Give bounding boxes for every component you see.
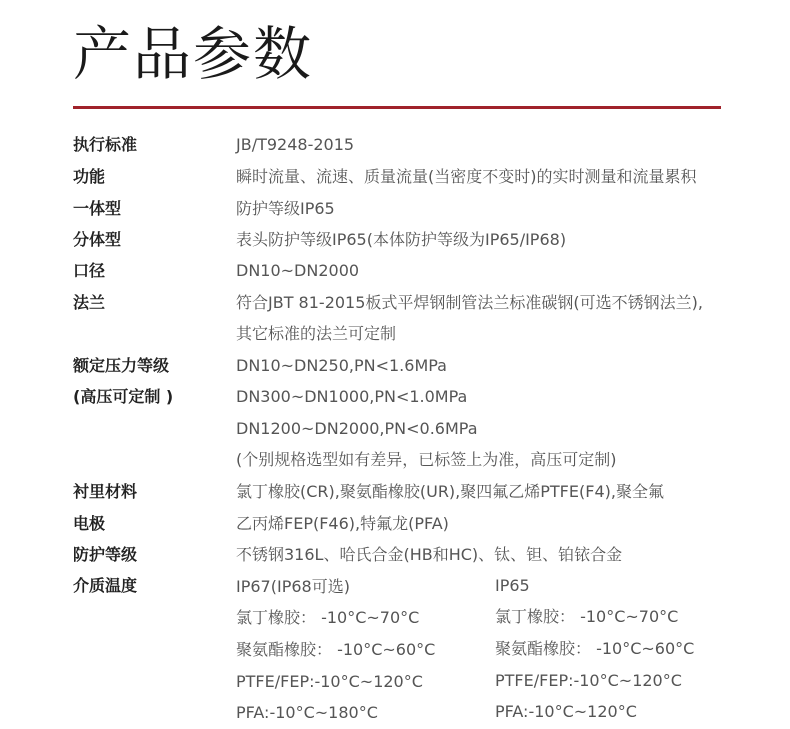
label-integrated: 一体型: [73, 199, 122, 218]
value-integrated: 防护等级IP65: [236, 199, 335, 218]
value-pressure-line3: DN1200~DN2000,PN<0.6MPa: [236, 419, 478, 438]
label-pressure-note: (高压可定制 ): [73, 387, 174, 406]
label-function: 功能: [73, 167, 106, 186]
value-pressure-line1: DN10~DN250,PN<1.6MPa: [236, 356, 447, 375]
value-pressure-line4: (个别规格选型如有差异，已标签上为准，高压可定制): [236, 450, 617, 469]
temp-left-item: 氯丁橡胶： -10°C~70°C: [236, 608, 420, 627]
label-lining: 衬里材料: [73, 482, 138, 501]
temp-right-item: PTFE/FEP:-10°C~120°C: [495, 671, 682, 690]
title-divider: [73, 106, 721, 109]
label-protection: 防护等级: [73, 545, 138, 564]
temp-right-item: 氯丁橡胶： -10°C~70°C: [495, 607, 679, 626]
temp-right-item: PFA:-10°C~120°C: [495, 702, 637, 721]
label-flange: 法兰: [73, 293, 106, 312]
value-pressure-line2: DN300~DN1000,PN<1.0MPa: [236, 387, 468, 406]
temp-left-item: IP67(IP68可选): [236, 577, 350, 596]
page-title: 产品参数: [73, 20, 314, 88]
value-flange-line2: 其它标准的法兰可定制: [236, 324, 397, 343]
value-split: 表头防护等级IP65(本体防护等级为IP65/IP68): [236, 230, 567, 249]
value-flange-line1: 符合JBT 81-2015板式平焊钢制管法兰标准碳钢(可选不锈钢法兰),: [236, 293, 703, 312]
value-caliber: DN10~DN2000: [236, 261, 360, 280]
temp-left-item: PTFE/FEP:-10°C~120°C: [236, 672, 423, 691]
label-medium-temp: 介质温度: [73, 576, 138, 595]
value-lining-line1: 氯丁橡胶(CR),聚氨酯橡胶(UR),聚四氟乙烯PTFE(F4),聚全氟: [236, 482, 664, 501]
label-standard: 执行标准: [73, 135, 138, 154]
label-pressure: 额定压力等级: [73, 356, 170, 375]
label-electrode: 电极: [73, 514, 106, 533]
temp-right-item: 聚氨酯橡胶： -10°C~60°C: [495, 639, 695, 658]
value-lining-line2: 乙丙烯FEP(F46),特氟龙(PFA): [236, 514, 449, 533]
label-split: 分体型: [73, 230, 122, 249]
temp-left-item: PFA:-10°C~180°C: [236, 703, 378, 722]
temp-left-item: 聚氨酯橡胶： -10°C~60°C: [236, 640, 436, 659]
temp-right-item: IP65: [495, 576, 530, 595]
value-standard: JB/T9248-2015: [236, 135, 355, 154]
value-electrode: 不锈钢316L、哈氏合金(HB和HC)、钛、钽、铂铱合金: [236, 545, 623, 564]
label-caliber: 口径: [73, 261, 106, 280]
value-function: 瞬时流量、流速、质量流量(当密度不变时)的实时测量和流量累积: [236, 167, 697, 186]
